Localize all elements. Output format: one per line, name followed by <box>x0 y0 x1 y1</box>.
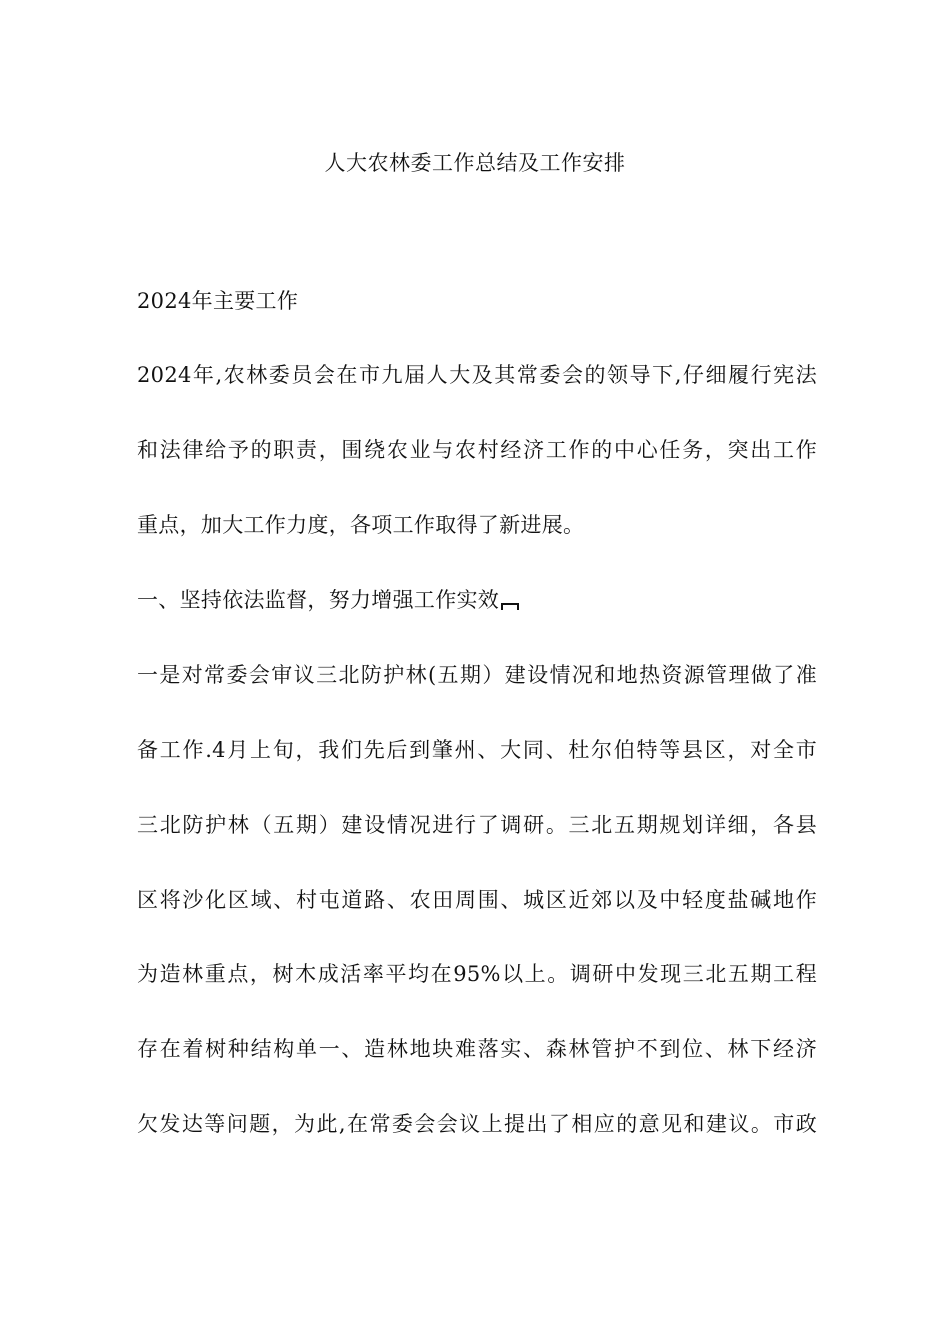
document-title: 人大农林委工作总结及工作安排 <box>324 151 626 175</box>
paragraph-line: 区将沙化区域、村屯道路、农田周围、城区近郊以及中轻度盐碱地作 <box>137 888 817 912</box>
paragraph-line: 三北防护林（五期）建设情况进行了调研。三北五期规划详细，各县 <box>137 813 817 837</box>
paragraph-line: 和法律给予的职责，围绕农业与农村经济工作的中心任务，突出工作 <box>137 438 817 462</box>
paragraph-line: 为造林重点，树木成活率平均在95%以上。调研中发现三北五期工程 <box>137 962 817 986</box>
subsection-heading-text: 一、坚持依法监督，努力增强工作实效 <box>137 588 500 612</box>
section-heading: 2024年主要工作 <box>137 289 299 313</box>
paragraph-line: 欠发达等问题，为此,在常委会会议上提出了相应的意见和建议。市政 <box>137 1112 817 1136</box>
edit-mark-icon <box>501 601 519 611</box>
subsection-heading <box>137 585 519 615</box>
paragraph-line: 备工作.4月上旬，我们先后到肇州、大同、杜尔伯特等县区，对全市 <box>137 738 817 762</box>
paragraph-line: 一是对常委会审议三北防护林(五期）建设情况和地热资源管理做了准 <box>137 663 817 687</box>
paragraph-line: 2024年,农林委员会在市九届人大及其常委会的领导下,仔细履行宪法 <box>137 363 817 387</box>
paragraph-line: 重点，加大工作力度，各项工作取得了新进展。 <box>137 513 585 537</box>
paragraph-line: 存在着树种结构单一、造林地块难落实、森林管护不到位、林下经济 <box>137 1037 817 1061</box>
